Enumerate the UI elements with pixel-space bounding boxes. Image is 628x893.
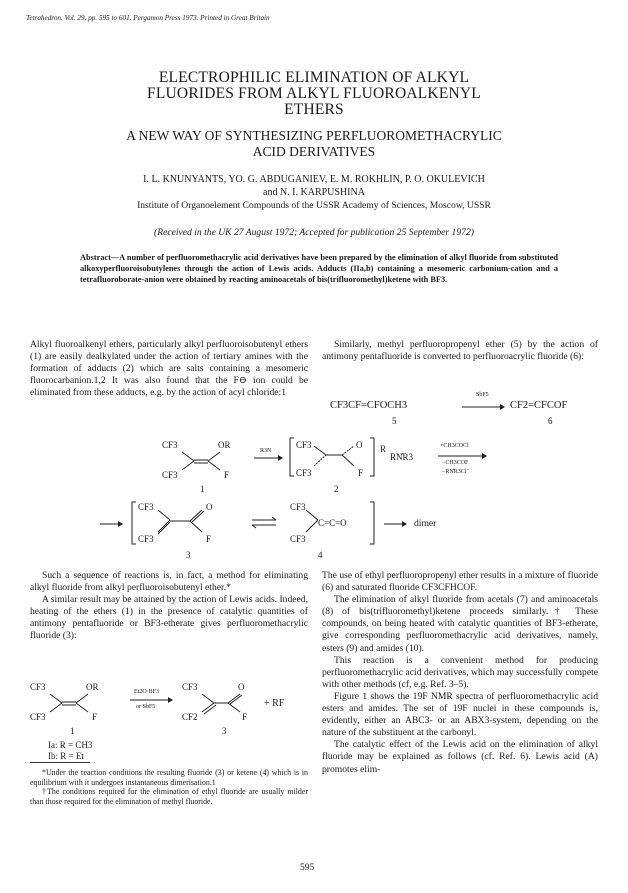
s1-arrow-1 (254, 454, 284, 462)
s2-p-cf2: CF2 (182, 712, 198, 722)
footnote-2: †The conditions required for the elimination of ethyl fluoride are usually milder than those required for the elimination of methyl fluoride. (30, 787, 308, 806)
equation-5-to-6 (330, 400, 407, 411)
eq-arrow (460, 402, 506, 412)
s2-bonds-1 (44, 690, 94, 716)
s1b-dimer: dimer (414, 518, 437, 529)
s1-a2-cf3-top: CF3 (296, 440, 312, 450)
left-top-text: Alkyl fluoroalkenyl ethers, particularly alkyl perfluoroisobutenyl ethers (1) are easily dealkylated under the action of tertiary amines with the formation of adducts (2) which are salts containing a mesomeric fluorocarbanion.1,2 It was also found that the F⊖ ion could be eliminated from these adducts, e.g. by the action of acyl chloride:1 (30, 339, 308, 399)
subtitle-line-2: ACID DERIVATIVES (252, 144, 376, 159)
s1-a2-cation: RN̊R3 (390, 452, 414, 462)
right-mid-para-3: This reaction is a convenient method for producing perfluoromethacrylic acid derivatives, which may successfully compete with other methods (cf, e.g. Ref. 3–5). (322, 654, 598, 690)
left-mid-para-2: A similar result may be attained by the action of Lewis acids. Indeed, heating of the ethers (1) in the presence of catalytic quantities of antimony pentafluoride or BF3-etherate gives perfluoromethacrylic fluoride (3): (30, 594, 308, 642)
right-mid-para-2: The elimination of alkyl fluoride from acetals (7) and aminoacetals (8) of bis(trifluoromethyl)ketene proceeds similarly.† These compounds, on being heated with catalytic quantities of BF3-etherate, give corresponding perfluoromethacrylic acid derivatives, namely, esters (9) and amides (10). (322, 594, 598, 654)
s1b-arrow-out (384, 520, 408, 528)
s2-label-1: 1 (70, 726, 75, 736)
scheme-1-row-a (140, 440, 600, 500)
s2-f: F (92, 712, 98, 722)
s1b-label-3: 3 (186, 550, 191, 560)
s1b-arrow-in (100, 520, 124, 528)
eq-label-5: 5 (392, 416, 397, 426)
s1-reagent-mid2: −RN̊R3Cl⁻ (442, 469, 470, 475)
s1b-4-cf3-top: CF3 (290, 502, 306, 512)
title-line-1: ELECTROPHILIC ELIMINATION OF ALKYL (158, 69, 470, 86)
left-top-paragraph (30, 339, 308, 399)
page-number: 595 (300, 862, 315, 873)
received-dates: (Received in the UK 27 August 1972; Accepted for publication 25 September 1972) (154, 227, 474, 238)
left-mid-paragraphs (30, 570, 308, 643)
s2-cf3-top: CF3 (30, 682, 46, 692)
s2-ia: Ia: R = CH3 (48, 740, 93, 750)
right-mid-para-5: The catalytic effect of the Lewis acid on the elimination of alkyl fluoride may be explained as follows (cf. Ref. 6). Lewis acid (A) promotes elim- (322, 739, 598, 775)
eq-catalyst: SbF5 (476, 392, 489, 398)
scheme-1-row-b (100, 502, 560, 562)
s1b-cf3-top: CF3 (138, 502, 154, 512)
s1-cf3-top: CF3 (162, 440, 178, 450)
s2-or: OR (86, 682, 99, 692)
s2-p-f: F (242, 712, 248, 722)
s1-label-2: 2 (334, 484, 339, 494)
s1-a2-o: O (356, 440, 363, 450)
s2-ib: Ib: R = Et (48, 751, 84, 761)
right-mid-paragraphs (322, 570, 598, 776)
s1-arrow-2 (438, 452, 488, 460)
s1b-4-cf3-bot: CF3 (290, 534, 306, 544)
right-mid-para-4: Figure 1 shows the 19F NMR spectra of perfluoromethacrylic acid esters and amides. The set of 19F nuclei in these compounds is, evidently, either an ABC3- or an ABX3-system, depending on the nature of the substituent at the carbonyl. (322, 690, 598, 739)
s2-arrow (130, 696, 174, 704)
authors-line-2: and N. I. KARPUSHINA (263, 187, 365, 198)
s2-cat-bot: or SbF5 (136, 704, 156, 710)
eq-product: CF2=CFCOF (510, 400, 568, 411)
right-top-paragraph (322, 339, 598, 363)
s2-plus-rf: + RF (264, 698, 285, 709)
s1-cf3-bot: CF3 (162, 470, 178, 480)
s2-p-cf3-top: CF3 (182, 682, 198, 692)
s1-label-1: 1 (200, 484, 205, 494)
footnotes (30, 768, 308, 806)
s1-reagent-top: +CH3COCl (440, 443, 469, 449)
s1-or: OR (218, 440, 231, 450)
s1-a2-f: F (358, 468, 364, 478)
s1-a2-cf3-bot: CF3 (296, 468, 312, 478)
subtitle-line-1: A NEW WAY OF SYNTHESIZING PERFLUOROMETHACRYLIC (126, 128, 502, 143)
s1b-label-4: 4 (318, 550, 323, 560)
s1b-f: F (206, 534, 212, 544)
institute: Institute of Organoelement Compounds of the USSR Academy of Sciences, Moscow, USSR (137, 200, 491, 211)
footnote-1: *Under the reaction conditions the resulting fluoride (3) or ketene (4) which is in equilibrium with it undergoes instantaneous dimerisation.1 (30, 768, 308, 787)
s2-bonds-3 (196, 690, 246, 716)
s2-cat-top: Et2O·BF3 (134, 689, 160, 695)
title-line-2: FLUORIDES FROM ALKYL FLUOROALKENYL (147, 85, 481, 102)
s1b-cf3-bot: CF3 (138, 534, 154, 544)
title-line-3: ETHERS (284, 101, 344, 118)
s1-f: F (224, 470, 230, 480)
s1-reagent-mid1: −CH3COF (442, 460, 469, 466)
s1-bonds (176, 448, 226, 474)
s1-reagent-r3n: R3N (260, 448, 272, 454)
abstract: Abstract—A number of perfluoromethacrylic acid derivatives have been prepared by the elimination of alkyl fluoride from substituted alkoxyperfluoroisobutylenes through the action of Lewis acids. Adducts (IIa,b) containing a mesomeric carbonium-cation and a tetrafluoroborate-anion were obtained by reacting aminoacetals of bis(trifluoromethyl)ketene with BF3. (80, 253, 558, 284)
right-mid-para-1: The use of ethyl perfluoropropenyl ether results in a mixture of fluoride (6) and saturated fluoride CF3CFHCOF. (322, 570, 598, 594)
footnote-rule (30, 762, 90, 763)
s2-p-o: O (238, 682, 245, 692)
s1-a2-r: R (380, 444, 387, 454)
s2-label-3: 3 (222, 726, 227, 736)
eq-label-6: 6 (548, 416, 553, 426)
authors-line-1: I. L. KNUNYANTS, YO. G. ABDUGANIEV, E. M. ROKHLIN, P. O. OKULEVICH (143, 174, 485, 185)
eq-reactant: CF3CF=CFOCH3 (330, 400, 408, 411)
running-head: Tetrahedron. Vol. 29, pp. 595 to 601. Pergamon Press 1973. Printed in Great Britain (26, 14, 270, 22)
s1b-o: O (206, 502, 213, 512)
left-mid-para-1: Such a sequence of reactions is, in fact, a method for eliminating alkyl fluoride from alkyl perfluoroisobutenyl ether.* (30, 570, 308, 594)
s1b-equilibrium (250, 516, 280, 530)
right-top-text: Similarly, methyl perfluoropropenyl ether (5) by the action of antimony pentafluoride is converted to perfluoroacrylic fluoride (6): (322, 339, 598, 363)
s1b-4-ceo: C=C=O (318, 518, 347, 528)
s2-cf3-bot: CF3 (30, 712, 46, 722)
